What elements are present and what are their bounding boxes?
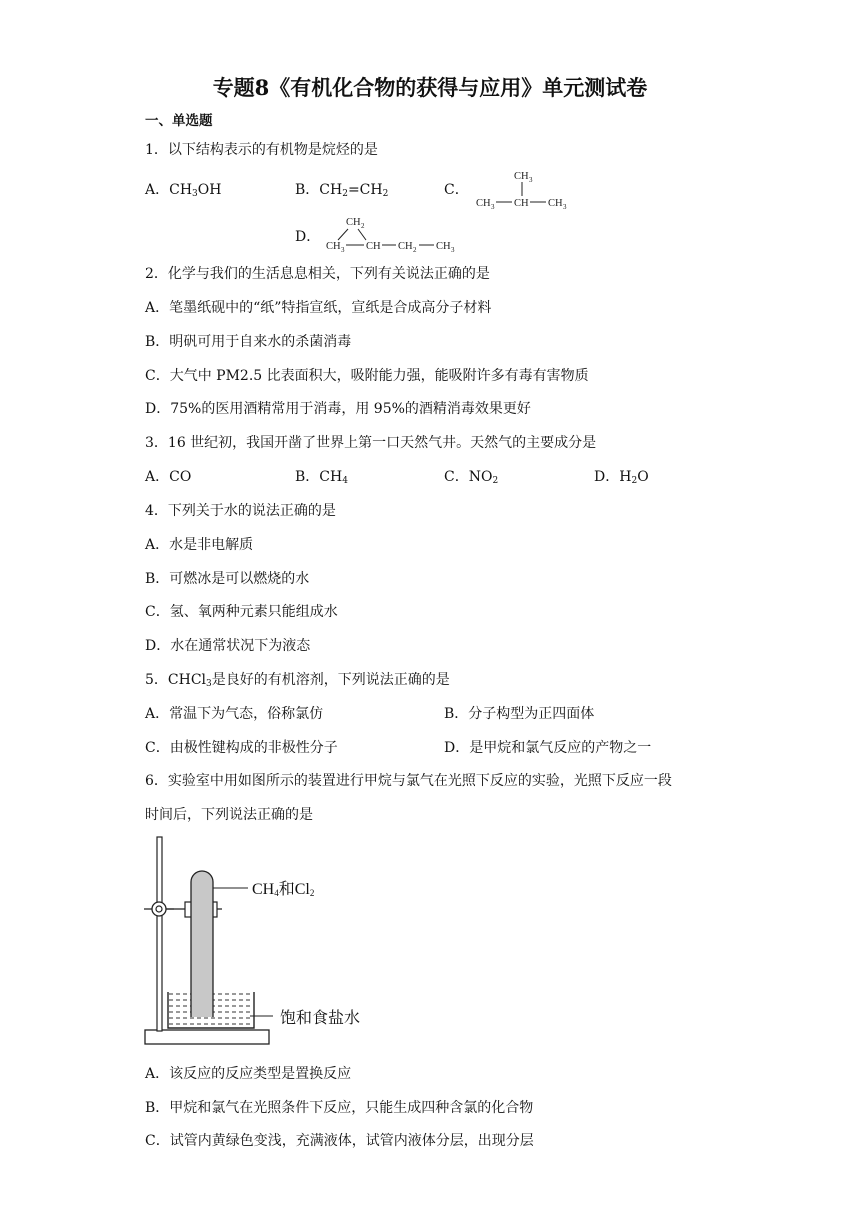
question-2-stem: 2．化学与我们的生活息息相关，下列有关说法正确的是: [145, 266, 490, 282]
svg-text:2: 2: [361, 222, 365, 230]
svg-text:3: 3: [451, 246, 455, 254]
q5-option-c: C．由极性键构成的非极性分子: [145, 740, 338, 756]
q5-option-d: D．是甲烷和氯气反应的产物之一: [444, 740, 652, 756]
q4-option-a: A．水是非电解质: [145, 537, 254, 553]
gas-label-text: 和Cl: [278, 881, 310, 898]
q3-option-b-label: B．: [295, 469, 320, 485]
svg-text:CH: CH: [514, 198, 529, 209]
svg-text:CH: CH: [476, 198, 491, 209]
svg-text:CH: CH: [346, 217, 361, 228]
q3-option-a: A．CO: [145, 469, 192, 485]
q2-option-c: C．大气中 PM2.5 比表面积大，吸附能力强，能吸附许多有毒有害物质: [145, 368, 589, 384]
q1-option-b-label: B．: [295, 182, 320, 198]
svg-text:CH: CH: [514, 171, 529, 182]
svg-text:CH: CH: [398, 241, 413, 252]
q3-option-b: B．$CH_4$: [295, 469, 348, 486]
q5-stem-suffix: 是良好的有机溶剂，下列说法正确的是: [211, 672, 450, 688]
stand-rod: [157, 837, 162, 1031]
section-heading: 一、单选题: [145, 113, 213, 129]
q1-option-c-structure: [472, 166, 577, 212]
question-5-stem: 5．CHCl$_3$是良好的有机溶剂，下列说法正确的是: [145, 672, 450, 689]
q5-option-a: A．常温下为气态，俗称氯仿: [145, 706, 324, 722]
q1-option-b: B．$CH_2=CH_2$: [295, 182, 389, 199]
q4-option-d: D．水在通常状况下为液态: [145, 638, 311, 654]
q3-option-d: D．$H_2O$: [594, 469, 649, 486]
question-4-stem: 4．下列关于水的说法正确的是: [145, 503, 336, 519]
q5-option-b: B．分子构型为正四面体: [444, 706, 595, 722]
q6-option-a: A．该反应的反应类型是置换反应: [145, 1066, 352, 1082]
q1-option-a: A．$CH_3OH$: [145, 182, 222, 199]
svg-text:CH: CH: [366, 241, 381, 252]
q3-option-d-label: D．: [594, 469, 620, 485]
q1-option-d-structure: [322, 212, 462, 256]
svg-text:2: 2: [413, 246, 417, 254]
q3-option-c-label: C．: [444, 469, 469, 485]
svg-text:CH: CH: [436, 241, 451, 252]
q4-option-c: C．氢、氧两种元素只能组成水: [145, 604, 338, 620]
question-6-stem-line1: 6．实验室中用如图所示的装置进行甲烷与氯气在光照下反应的实验，光照下反应一段: [145, 773, 672, 789]
question-6-stem-line2: 时间后，下列说法正确的是: [145, 807, 313, 823]
q2-option-d: D．75%的医用酒精常用于消毒，用 95%的酒精消毒效果更好: [145, 401, 531, 417]
svg-text:3: 3: [491, 203, 495, 211]
water-label: 饱和食盐水: [280, 1008, 361, 1027]
question-1-stem: 1．以下结构表示的有机物是烷烃的是: [145, 142, 378, 158]
svg-text:3: 3: [563, 203, 567, 211]
q2-option-b: B．明矾可用于自来水的杀菌消毒: [145, 334, 352, 350]
test-tube: [191, 871, 213, 1017]
q3-option-c: C．$NO_2$: [444, 469, 499, 486]
q6-option-c: C．试管内黄绿色变浅，充满液体，试管内液体分层，出现分层: [145, 1133, 534, 1149]
q1-option-c-label: C．: [444, 182, 469, 198]
q2-option-a: A．笔墨纸砚中的“纸”特指宣纸，宣纸是合成高分子材料: [145, 300, 492, 316]
gas-label: $CH_4$和$Cl_2$: [252, 881, 315, 898]
q6-option-b: B．甲烷和氯气在光照条件下反应，只能生成四种含氯的化合物: [145, 1100, 534, 1116]
q1-option-a-label: A．: [145, 182, 170, 198]
stand-base: [145, 1030, 269, 1044]
svg-text:3: 3: [529, 176, 533, 184]
svg-text:3: 3: [341, 246, 345, 254]
question-3-stem: 3．16 世纪初，我国开凿了世界上第一口天然气井。天然气的主要成分是: [145, 435, 597, 451]
q4-option-b: B．可燃冰是可以燃烧的水: [145, 571, 310, 587]
svg-text:CH: CH: [548, 198, 563, 209]
svg-text:CH: CH: [326, 241, 341, 252]
page-title: 专题8《有机化合物的获得与应用》单元测试卷: [212, 75, 648, 100]
q1-option-d-label: D．: [295, 229, 321, 245]
